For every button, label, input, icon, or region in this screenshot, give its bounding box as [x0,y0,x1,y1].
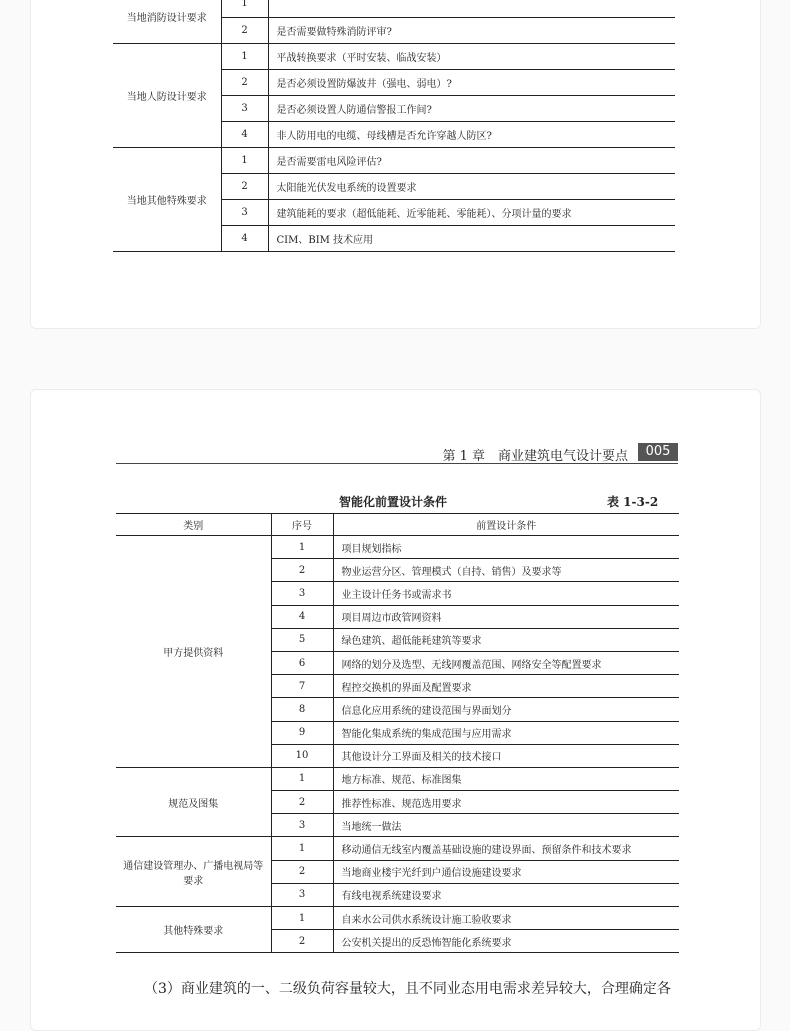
table-row [113,147,675,173]
condition-cell [268,0,675,17]
number-cell: 3 [271,883,333,906]
number-cell: 7 [271,675,333,698]
category-cell: 通信建设管理办、广播电视局等要求 [116,837,271,907]
number-cell: 1 [271,907,333,930]
table-number: 表 1-3-2 [607,495,659,509]
number-cell: 3 [271,814,333,837]
number-cell: 1 [221,43,268,69]
condition-cell: 当地商业楼宇光纤到户通信设施建设要求 [333,860,679,883]
number-cell: 3 [271,582,333,605]
table-row [116,837,679,860]
table-row [116,536,679,559]
condition-cell: 项目周边市政管网资料 [333,605,679,628]
number-cell: 2 [271,860,333,883]
number-cell: 1 [221,147,268,173]
header-condition: 前置设计条件 [333,514,679,536]
number-cell: 4 [221,121,268,147]
header-number: 序号 [271,514,333,536]
category-cell: 当地其他特殊要求 [113,147,221,251]
intelligent-precondition-table [116,513,679,953]
number-cell: 9 [271,721,333,744]
condition-cell: 信息化应用系统的建设范围与界面划分 [333,698,679,721]
condition-cell: 推荐性标准、规范选用要求 [333,791,679,814]
condition-cell: 是否需要做特殊消防评审? [268,17,675,43]
condition-cell: 项目规划指标 [333,536,679,559]
page-card-top [30,0,761,329]
table-row [113,43,675,69]
number-cell: 1 [271,536,333,559]
condition-cell: 网络的划分及选型、无线网覆盖范围、网络安全等配置要求 [333,651,679,674]
category-cell: 当地人防设计要求 [113,43,221,147]
table-header-row [116,514,679,536]
condition-cell: 程控交换机的界面及配置要求 [333,675,679,698]
condition-cell: 公安机关提出的反恐怖智能化系统要求 [333,930,679,953]
number-cell: 2 [271,930,333,953]
condition-cell: 是否需要雷电风险评估? [268,147,675,173]
number-cell: 1 [271,767,333,790]
number-cell: 8 [271,698,333,721]
condition-cell: 有线电视系统建设要求 [333,883,679,906]
number-cell: 4 [221,225,268,251]
table-title: 智能化前置设计条件 [339,495,448,509]
number-cell: 2 [221,69,268,95]
number-cell: 2 [271,559,333,582]
condition-cell: CIM、BIM 技术应用 [268,225,675,251]
body-paragraph: （3）商业建筑的一、二级负荷容量较大，且不同业态用电需求差异较大，合理确定各 [144,981,671,997]
condition-cell: 移动通信无线室内覆盖基础设施的建设界面、预留条件和技术要求 [333,837,679,860]
category-cell: 甲方提供资料 [116,536,271,768]
number-cell: 4 [271,605,333,628]
number-cell: 10 [271,744,333,767]
condition-cell: 当地统一做法 [333,814,679,837]
condition-cell: 自来水公司供水系统设计施工验收要求 [333,907,679,930]
number-cell: 3 [221,95,268,121]
table-row [113,0,675,17]
condition-cell: 太阳能光伏发电系统的设置要求 [268,173,675,199]
category-cell: 规范及图集 [116,767,271,837]
table-row [116,767,679,790]
header-category: 类别 [116,514,271,536]
category-cell: 其他特殊要求 [116,907,271,953]
number-cell: 5 [271,628,333,651]
condition-cell: 智能化集成系统的集成范围与应用需求 [333,721,679,744]
page-card-bottom [30,389,761,1031]
number-cell: 6 [271,651,333,674]
condition-cell: 是否必须设置防爆波井（强电、弱电）? [268,69,675,95]
condition-cell: 其他设计分工界面及相关的技术接口 [333,744,679,767]
condition-cell: 绿色建筑、超低能耗建筑等要求 [333,628,679,651]
page-number: 005 [638,443,678,461]
condition-cell: 建筑能耗的要求（超低能耗、近零能耗、零能耗）、分项计量的要求 [268,199,675,225]
number-cell: 3 [221,199,268,225]
condition-cell: 是否必须设置人防通信警报工作间? [268,95,675,121]
number-cell: 1 [221,0,268,17]
number-cell: 2 [221,173,268,199]
condition-cell: 物业运营分区、管理模式（自持、销售）及要求等 [333,559,679,582]
condition-cell: 业主设计任务书或需求书 [333,582,679,605]
condition-cell: 非人防用电的电缆、母线槽是否允许穿越人防区? [268,121,675,147]
condition-cell: 平战转换要求（平时安装、临战安装） [268,43,675,69]
page-header [116,443,678,464]
number-cell: 2 [221,17,268,43]
chapter-title: 第 1 章 商业建筑电气设计要点 [442,449,628,464]
category-cell: 当地消防设计要求 [113,0,221,43]
condition-cell: 地方标准、规范、标准图集 [333,767,679,790]
table-row [116,907,679,930]
number-cell: 2 [271,791,333,814]
requirements-table-continued [113,0,675,252]
number-cell: 1 [271,837,333,860]
